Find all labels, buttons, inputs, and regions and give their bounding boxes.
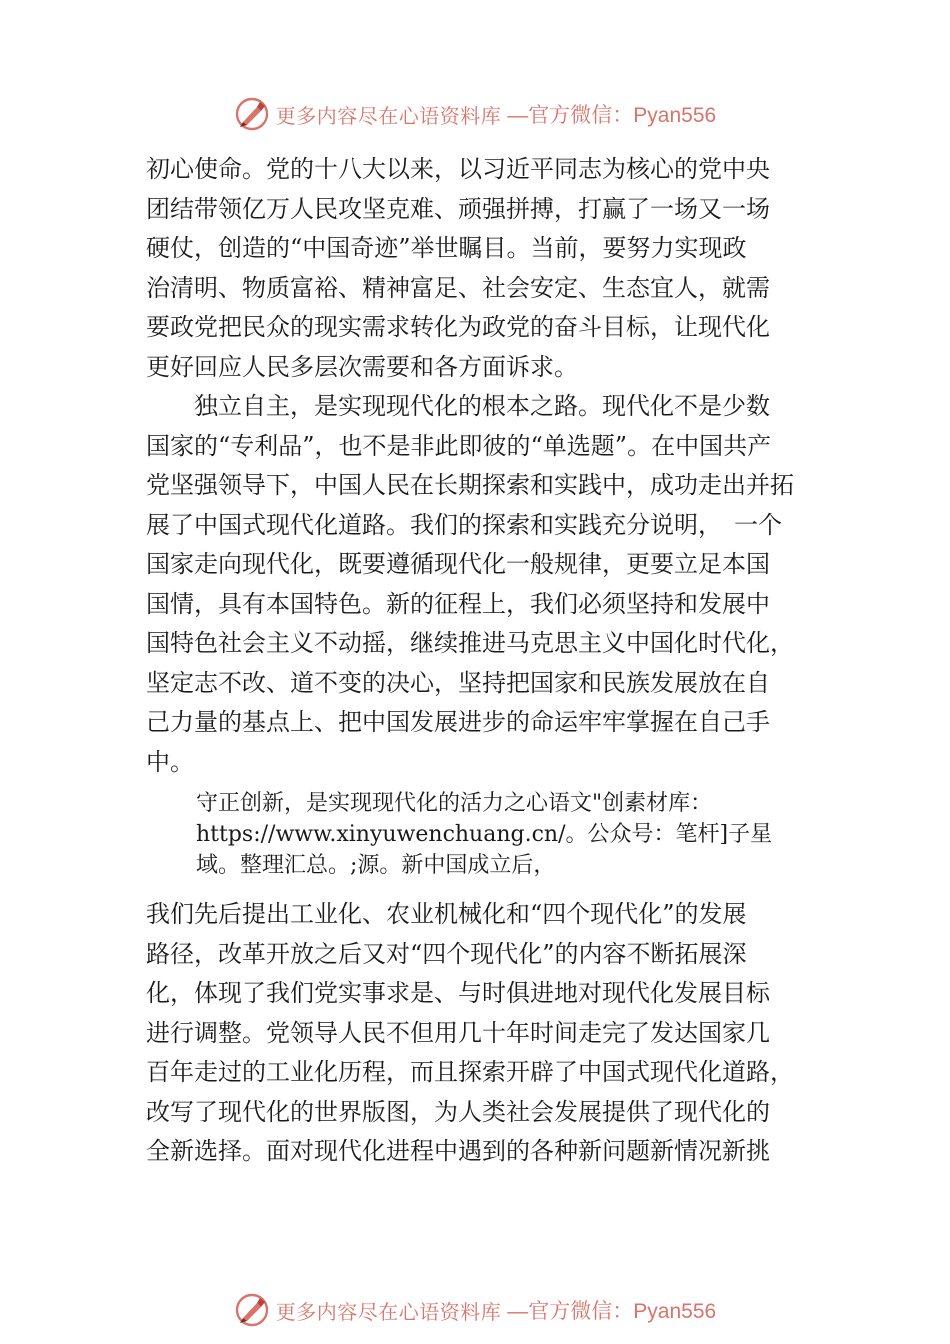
- watermark-suffix: —官方微信：Pyan556: [507, 104, 717, 127]
- watermark-text: 更多内容尽在心语资料库: [275, 103, 502, 128]
- pen-logo-icon: [234, 1292, 270, 1328]
- header-watermark: [0, 94, 950, 134]
- quote-line: 域。整理汇总。;源。新中国成立后，: [196, 853, 556, 878]
- text-line: 改写了现代化的世界版图，为人类社会发展提供了现代化的: [146, 1097, 770, 1126]
- text-line: 坚定志不改、道不变的决心，坚持把国家和民族发展放在自: [146, 668, 770, 697]
- text-line: 路径，改革开放之后又对“四个现代化”的内容不断拓展深: [146, 939, 747, 968]
- paragraph-3: [146, 895, 816, 1172]
- text-line: 要政党把民众的现实需求转化为政党的奋斗目标，让现代化: [146, 313, 770, 341]
- text-line: 独立自主，是实现现代化的根本之路。现代化不是少数: [146, 392, 770, 420]
- text-line: 中。: [146, 747, 194, 776]
- watermark-text: 更多内容尽在心语资料库: [275, 1299, 502, 1324]
- quote-line: https://www.xinyuwenchuang.cn/。公众号：笔杆]子星: [196, 822, 773, 847]
- text-line: 团结带领亿万人民攻坚克难、顽强拼搏，打赢了一场又一场: [146, 194, 770, 223]
- text-line: 党坚强领导下，中国人民在长期探索和实践中，成功走出并拓: [146, 471, 794, 499]
- quote-line: 守正创新，是实现现代化的活力之心语文"创素材库：: [196, 791, 713, 816]
- text-line: 展了中国式现代化道路。我们的探索和实践充分说明， 一个: [146, 510, 782, 539]
- inserted-quote-block: [146, 788, 816, 881]
- text-line: 硬仗，创造的“中国奇迹”举世瞩目。当前，要努力实现政: [146, 234, 747, 262]
- paragraph-1: [146, 150, 816, 387]
- paragraph-2: [146, 387, 816, 782]
- text-line: 国特色社会主义不动摇，继续推进马克思主义中国化时代化，: [146, 629, 794, 657]
- watermark-suffix: —官方微信：Pyan556: [507, 1300, 717, 1323]
- text-line: 己力量的基点上、把中国发展进步的命运牢牢掌握在自己手: [146, 708, 770, 736]
- text-line: 国情，具有本国特色。新的征程上，我们必须坚持和发展中: [146, 589, 770, 618]
- footer-watermark: [0, 1290, 950, 1330]
- pen-logo-icon: [234, 96, 270, 132]
- text-line: 我们先后提出工业化、农业机械化和“四个现代化”的发展: [146, 900, 747, 928]
- text-line: 国家的“专利品”，也不是非此即彼的“单选题”。在中国共产: [146, 431, 772, 460]
- text-line: 全新选择。面对现代化进程中遇到的各种新问题新情况新挑: [146, 1137, 770, 1165]
- document-body: [146, 150, 816, 1172]
- text-line: 化，体现了我们党实事求是、与时俱进地对现代化发展目标: [146, 979, 770, 1007]
- text-line: 百年走过的工业化历程，而且探索开辟了中国式现代化道路，: [146, 1058, 794, 1086]
- text-line: 治清明、物质富裕、精神富足、社会安定、生态宜人，就需: [146, 273, 770, 302]
- text-line: 更好回应人民多层次需要和各方面诉求。: [146, 352, 578, 381]
- text-line: 进行调整。党领导人民不但用几十年时间走完了发达国家几: [146, 1018, 770, 1047]
- text-line: 国家走向现代化，既要遵循现代化一般规律，更要立足本国: [146, 550, 770, 578]
- text-line: 初心使命。党的十八大以来，以习近平同志为核心的党中央: [146, 155, 770, 183]
